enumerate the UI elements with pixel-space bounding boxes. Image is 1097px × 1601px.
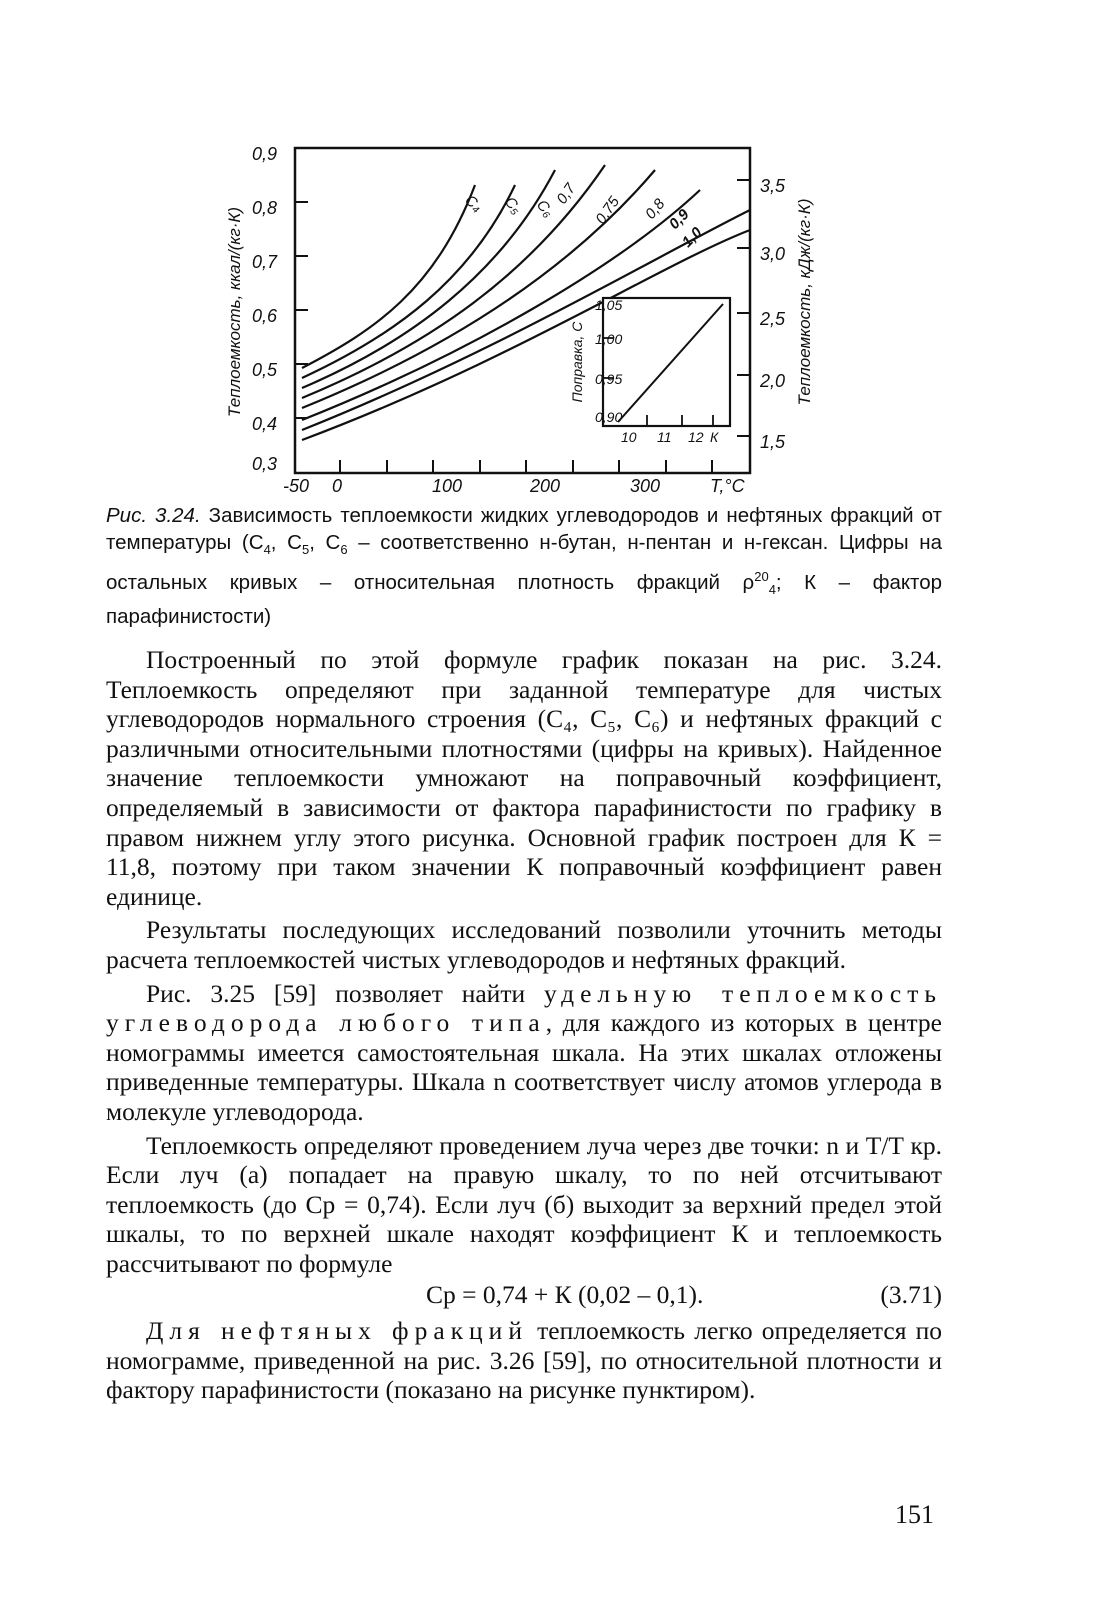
- label-0-8: 0,8: [642, 195, 669, 223]
- caption-text-e: ; К – фактор парафинистости): [106, 570, 943, 629]
- paragraph-5-spaced: Для нефтяных фракций: [146, 1316, 528, 1346]
- page-number: 151: [895, 1500, 934, 1529]
- left-tick-0-5: 0,5: [252, 360, 278, 380]
- caption-rho-sup: 20: [754, 569, 769, 585]
- left-tick-0-7: 0,7: [252, 252, 278, 272]
- caption-sub-6: 6: [340, 542, 348, 558]
- caption-text-c: , C: [309, 531, 341, 554]
- paragraph-3: [106, 979, 942, 1127]
- inset-ytick-0-95: 0,95: [595, 371, 623, 387]
- x-tick-300: 300: [630, 476, 661, 496]
- left-tick-0-6: 0,6: [252, 306, 278, 326]
- inset-xtick-11: 11: [657, 429, 672, 445]
- label-c4: C₄: [461, 191, 486, 216]
- label-1-0: 1,0: [678, 224, 706, 251]
- right-tick-2-5: 2,5: [760, 309, 786, 329]
- paragraph-2: Результаты последующих исследований позволили уточнить методы расчета теплоемкостей чистых углеводородов и нефтяных фракций.: [106, 915, 942, 974]
- main-text: [106, 645, 942, 1405]
- paragraph-5: [106, 1316, 942, 1405]
- label-c5: C₅: [500, 193, 525, 218]
- figure-3-24: [210, 130, 830, 500]
- inset-ytick-0-90: 0,90: [595, 409, 623, 425]
- right-axis-label: Теплоемкость, кДж/(кг·К): [795, 198, 814, 406]
- left-tick-0-3: 0,3: [252, 454, 278, 474]
- caption-sub-4: 4: [263, 542, 271, 558]
- label-0-7: 0,7: [553, 180, 580, 208]
- right-tick-3-0: 3,0: [760, 244, 786, 264]
- caption-rho-sub: 4: [768, 582, 776, 598]
- left-axis-ticks: [295, 148, 308, 418]
- paragraph-3-spaced: удельную теплоемкость углеводорода любого типа: [106, 978, 942, 1038]
- x-tick-200: 200: [530, 476, 561, 496]
- inset-ylabel: Поправка, С: [569, 321, 585, 403]
- caption-text-b: , C: [270, 531, 302, 554]
- curve-c4: [302, 185, 475, 368]
- caption-lead: Рис. 3.24.: [106, 504, 201, 527]
- formula-number: (3.71): [880, 1280, 942, 1310]
- x-axis-unit: Т,°С: [710, 476, 745, 496]
- label-0-9: 0,9: [665, 206, 693, 233]
- x-tick-0: 0: [332, 476, 343, 496]
- left-tick-0-4: 0,4: [252, 414, 278, 434]
- left-axis-label: Теплоемкость, ккал/(кг·К): [225, 206, 244, 418]
- x-tick-minus-50: -50: [283, 476, 310, 496]
- paragraph-4: Теплоемкость определяют проведением луча через две точки: n и Т/Т кр. Если луч (а) попадает на правую шкалу, то по ней отсчитывают теплоемкость (до Cp = 0,74). Если луч (б) выходит за верхний предел этой шкалы, то по верхней шкале находят коэффициент К и теплоемкость рассчитывают по формуле: [106, 1130, 942, 1278]
- right-tick-3-5: 3,5: [760, 176, 786, 196]
- caption-text-a: Зависимость теплоемкости жидких углеводородов и нефтяных фракций от температуры (C: [106, 504, 943, 554]
- formula-3-71: [106, 1280, 942, 1310]
- right-tick-2-0: 2,0: [760, 371, 786, 391]
- inset-xtick-k: К: [710, 429, 719, 445]
- inset-xtick-10: 10: [621, 429, 637, 445]
- left-tick-0-9: 0,9: [252, 144, 278, 164]
- paragraph-5-b: теплоемкость легко определяется по номограмме, приведенной на рис. 3.26 [59], по относительной плотности и фактору парафинистости (показано на рисунке пунктиром).: [106, 1316, 942, 1405]
- inset-ytick-1-05: 1,05: [595, 297, 623, 313]
- caption-text-d: – соответственно н-бутан, н-пентан и н-гексан. Цифры на остальных кривых – относительная плотность фракций ρ: [106, 531, 943, 594]
- figure-caption: [106, 502, 942, 630]
- inset-xtick-12: 12: [688, 429, 704, 445]
- label-c6: C₆: [532, 196, 557, 221]
- bottom-axis-ticks: [340, 460, 712, 473]
- inset-chart: [569, 297, 730, 445]
- formula-expression: Cp = 0,74 + К (0,02 – 0,1).: [426, 1280, 704, 1310]
- label-0-75: 0,75: [592, 193, 624, 228]
- left-tick-0-8: 0,8: [252, 198, 278, 218]
- caption-sub-5: 5: [301, 542, 310, 558]
- x-tick-100: 100: [432, 476, 463, 496]
- paragraph-1: Построенный по этой формуле график показан на рис. 3.24. Теплоемкость определяют при заданной температуре для чистых углеводородов нормального строения (C₄, C₅, C₆) и нефтяных фракций с различными относительными плотностями (цифры на кривых). Найденное значение теплоемкости умножают на поправочный коэффициент, определяемый в зависимости от фактора парафинистости по графику в правом нижнем углу этого рисунка. Основной график построен для К = 11,8, поэтому при таком значении К поправочный коэффициент равен единице.: [106, 645, 942, 911]
- right-axis-ticks: [737, 180, 750, 436]
- paragraph-3-a: Рис. 3.25 [59] позволяет найти: [146, 978, 544, 1008]
- paragraph-3-b: , для каждого из которых в центре номограммы имеется самостоятельная шкала. На этих шкалах отложены приведенные температуры. Шкала n соответствует числу атомов углерода в молекуле углеводорода.: [106, 1008, 943, 1126]
- inset-ytick-1-00: 1,00: [595, 331, 623, 347]
- right-tick-1-5: 1,5: [760, 432, 786, 452]
